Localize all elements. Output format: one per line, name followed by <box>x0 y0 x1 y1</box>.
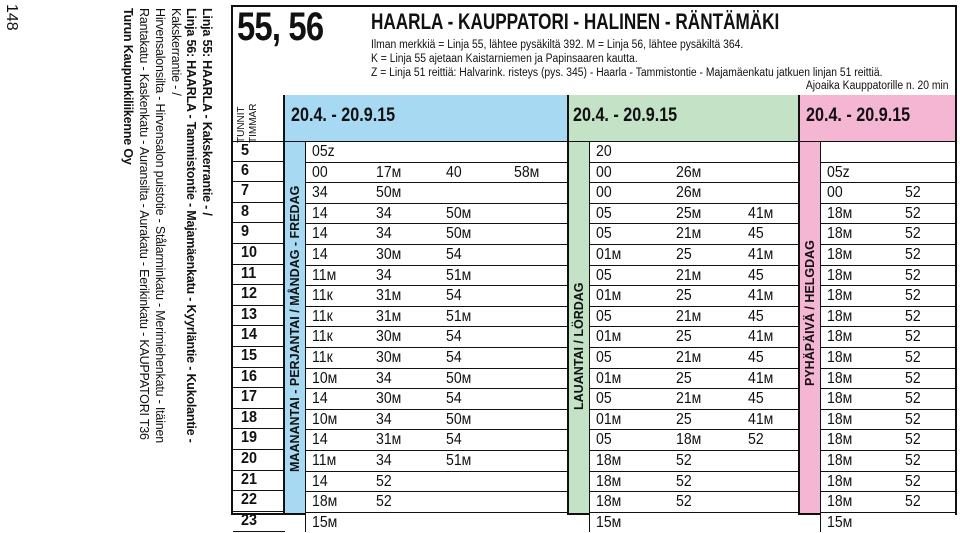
hour-label: 22 <box>241 491 258 509</box>
departure-time: 52 <box>905 390 921 408</box>
departure-time: 25 <box>676 369 692 387</box>
schedule-panel <box>798 95 955 531</box>
departure-time: 14 <box>312 225 328 243</box>
departure-time: 54 <box>446 431 462 449</box>
departure-row <box>590 369 798 390</box>
departure-time: 52 <box>905 246 921 263</box>
departure-row <box>590 266 798 287</box>
departure-row <box>306 472 567 493</box>
hour-header-sv: TIMMAR <box>248 103 259 143</box>
departure-time: 31м <box>376 287 402 305</box>
departure-time: 18м <box>827 369 853 387</box>
departure-time: 05 <box>596 307 612 325</box>
departure-row <box>821 513 955 533</box>
departure-row <box>590 451 798 472</box>
hour-header-fi: TUNNIT <box>236 106 247 143</box>
hour-label: 10 <box>241 244 258 261</box>
departure-row <box>821 286 955 307</box>
departure-time: 05 <box>596 431 612 449</box>
departure-time: 52 <box>376 472 392 490</box>
route-title: HAARLA - KAUPPATORI - HALINEN - RÄNTÄMÄKI <box>371 9 780 34</box>
departure-row <box>306 266 567 287</box>
departure-time: 21м <box>676 225 702 243</box>
departure-time: 54 <box>446 349 462 366</box>
departure-time: 34 <box>376 204 392 222</box>
departure-time: 26м <box>676 184 702 202</box>
travel-time: Ajoaika Kauppatorille n. 20 min <box>806 80 949 92</box>
departure-time: 18м <box>827 225 853 243</box>
departure-row <box>590 245 798 266</box>
departure-time: 51м <box>446 266 472 284</box>
departure-time: 52 <box>905 493 921 511</box>
departure-time: 11к <box>312 287 333 305</box>
departure-time: 18м <box>827 431 853 449</box>
departure-time: 30м <box>376 246 402 263</box>
departure-row <box>306 224 567 245</box>
departure-time: 10м <box>312 369 338 387</box>
departure-time: 18м <box>827 307 853 325</box>
hour-label: 19 <box>241 429 258 447</box>
hour-label: 14 <box>241 326 258 344</box>
departure-time: 15м <box>312 513 338 531</box>
departure-row <box>306 513 567 533</box>
departure-time: 25 <box>676 246 692 263</box>
departure-time: 18м <box>312 493 338 511</box>
hour-label: 13 <box>241 305 258 323</box>
hour-row <box>233 162 285 183</box>
departure-time: 25 <box>676 328 692 346</box>
departure-time: 41м <box>748 204 774 222</box>
hour-row <box>233 244 285 265</box>
departure-time: 41м <box>748 246 774 263</box>
route-description-line: Kakskerrantie - / <box>169 8 183 96</box>
hour-row <box>233 388 285 409</box>
departure-time: 50м <box>376 184 402 202</box>
departure-time: 52 <box>905 266 921 284</box>
departure-row <box>590 327 798 348</box>
hour-label: 23 <box>241 511 258 529</box>
departure-row <box>821 224 955 245</box>
departure-time: 41м <box>748 287 774 305</box>
departure-time: 15м <box>827 513 853 531</box>
departure-row <box>306 245 567 266</box>
departure-row <box>821 327 955 348</box>
departure-time: 30м <box>376 390 402 408</box>
departure-time: 45 <box>748 225 764 243</box>
departure-row <box>306 369 567 390</box>
route-description-line: Hirvensalonsilta - Hirvensalon puistotie - Stålarminkatu - Merimiehenkatu - Itäinen <box>153 8 167 443</box>
departure-time: 52 <box>905 369 921 387</box>
departure-time: 34 <box>376 452 392 469</box>
departure-time: 45 <box>748 266 764 284</box>
departure-time: 25 <box>676 410 692 428</box>
hour-row <box>233 182 285 203</box>
departure-time: 52 <box>676 472 692 490</box>
departure-time: 18м <box>676 431 702 449</box>
note-line: Z = Linja 51 reittiä: Halvarink. risteys (pys. 345) - Haarla - Tammistontie - Majamäenkatu jatkuen linjan 51 reittiä. <box>371 67 883 79</box>
departure-time: 54 <box>446 390 462 408</box>
timetable-body <box>233 95 955 531</box>
note-line: K = Linja 55 ajetaan Kaistarniemen ja Papinsaaren kautta. <box>371 53 638 65</box>
hour-row <box>233 203 285 224</box>
departure-time: 18м <box>827 204 853 222</box>
departure-time: 21м <box>676 266 702 284</box>
departure-row <box>306 389 567 410</box>
departure-row <box>821 204 955 225</box>
departure-row <box>590 224 798 245</box>
departure-time: 01м <box>596 328 622 346</box>
hour-label: 17 <box>241 388 258 406</box>
departure-time: 18м <box>827 493 853 511</box>
departure-row <box>306 307 567 328</box>
hour-label: 9 <box>241 223 250 241</box>
departure-time: 52 <box>905 287 921 305</box>
departure-row <box>590 183 798 204</box>
route-description <box>0 8 214 508</box>
validity-dates: 20.4. - 20.9.15 <box>291 105 396 126</box>
departure-row <box>306 163 567 184</box>
hour-label: 5 <box>241 142 250 159</box>
departure-time: 30м <box>376 328 402 346</box>
departure-row <box>590 472 798 493</box>
departure-time: 05 <box>596 390 612 408</box>
departure-row <box>306 327 567 348</box>
route-description-line: Linja 56: HAARLA - Tammistontie - Majamäenkatu - Kyyrläntie - Kukolantie - <box>184 8 198 443</box>
departure-row <box>821 266 955 287</box>
departure-time: 18м <box>827 472 853 490</box>
departure-time: 30м <box>376 349 402 366</box>
route-number: 55, 56 <box>237 5 324 49</box>
hour-label: 8 <box>241 202 250 220</box>
departure-time: 58м <box>514 163 540 181</box>
departure-time: 52 <box>905 452 921 469</box>
hour-row <box>233 471 285 492</box>
departure-time: 52 <box>905 472 921 490</box>
departure-time: 50м <box>446 369 472 387</box>
departure-time: 41м <box>748 410 774 428</box>
schedule-panel <box>285 95 567 531</box>
departure-time: 45 <box>748 307 764 325</box>
departure-time: 34 <box>312 184 328 202</box>
departure-row <box>821 369 955 390</box>
departure-time: 52 <box>905 410 921 428</box>
departure-time: 20 <box>596 143 612 160</box>
hour-row <box>233 347 285 368</box>
departure-time: 01м <box>596 410 622 428</box>
hour-row <box>233 265 285 286</box>
departure-time: 54 <box>446 287 462 305</box>
departure-time: 05z <box>827 163 850 181</box>
departure-row <box>821 389 955 410</box>
hour-label: 11 <box>241 264 257 282</box>
departure-time: 52 <box>905 307 921 325</box>
hour-header <box>235 99 265 143</box>
hour-row <box>233 306 285 327</box>
departure-time: 52 <box>905 349 921 366</box>
departure-time: 18м <box>596 452 622 469</box>
validity-dates: 20.4. - 20.9.15 <box>573 105 678 126</box>
departure-row <box>821 183 955 204</box>
departure-time: 52 <box>905 328 921 346</box>
departure-time: 14 <box>312 246 328 263</box>
departure-time: 00 <box>827 184 843 202</box>
departure-row <box>590 492 798 513</box>
departure-time: 14 <box>312 204 328 222</box>
departure-time: 01м <box>596 246 622 263</box>
departure-row <box>590 389 798 410</box>
hour-row <box>233 429 285 450</box>
departure-time: 15м <box>596 513 622 531</box>
hour-row <box>233 285 285 306</box>
departure-row <box>590 142 798 163</box>
departure-time: 18м <box>827 452 853 469</box>
departure-row <box>821 451 955 472</box>
departure-time: 05z <box>312 143 335 160</box>
departure-time: 01м <box>596 287 622 305</box>
departure-time: 52 <box>905 225 921 243</box>
departure-time: 18м <box>827 266 853 284</box>
hour-column <box>233 95 285 529</box>
validity-dates: 20.4. - 20.9.15 <box>806 105 911 126</box>
departure-time: 52 <box>905 184 921 202</box>
departure-time: 18м <box>827 246 853 263</box>
departure-row <box>306 451 567 472</box>
departure-row <box>306 430 567 451</box>
hour-row <box>233 491 285 512</box>
departure-row <box>821 163 955 184</box>
departure-time: 05 <box>596 266 612 284</box>
departure-time: 10м <box>312 410 338 428</box>
departure-time: 18м <box>827 390 853 408</box>
departure-time: 52 <box>748 431 764 449</box>
departure-time: 50м <box>446 225 472 243</box>
hour-label: 7 <box>241 182 250 200</box>
departure-time: 05 <box>596 349 612 366</box>
departure-row <box>821 492 955 513</box>
departure-time: 00 <box>312 163 328 181</box>
departure-time: 34 <box>376 225 392 243</box>
departure-row <box>590 348 798 369</box>
departure-row <box>590 286 798 307</box>
departure-time: 25м <box>676 204 702 222</box>
departure-row <box>306 348 567 369</box>
hour-row <box>233 141 285 162</box>
departure-time: 18м <box>827 349 853 366</box>
departure-time: 11к <box>312 307 333 325</box>
departure-row <box>590 430 798 451</box>
hour-label: 20 <box>241 450 258 467</box>
departure-time: 26м <box>676 163 702 181</box>
departure-row <box>821 307 955 328</box>
departure-row <box>590 307 798 328</box>
day-type-label: MAANANTAI - PERJANTAI / MÅNDAG - FREDAG <box>288 185 302 472</box>
departure-time: 11м <box>312 452 337 469</box>
hour-label: 18 <box>241 408 258 426</box>
departure-row <box>821 245 955 266</box>
departure-row <box>306 286 567 307</box>
day-type-label: PYHÄPÄIVÄ / HELGDAG <box>803 240 817 386</box>
departure-row <box>590 204 798 225</box>
departure-time: 21м <box>676 349 702 366</box>
route-description-line: Linja 55: HAARLA - Kakskerrantie - / <box>200 8 214 216</box>
departure-time: 51м <box>446 452 472 469</box>
departure-time: 11к <box>312 349 333 366</box>
hour-row <box>233 326 285 347</box>
route-description-line: Turun Kaupunkiliikenne Oy <box>121 8 135 165</box>
departure-time: 34 <box>376 369 392 387</box>
departure-time: 00 <box>596 184 612 202</box>
departure-row <box>306 492 567 513</box>
departure-time: 18м <box>596 472 622 490</box>
departure-time: 00 <box>596 163 612 181</box>
timetable-header <box>233 7 955 95</box>
hour-row <box>233 368 285 389</box>
departure-row <box>821 348 955 369</box>
departure-row <box>821 472 955 493</box>
hour-row <box>233 512 285 533</box>
departure-time: 05 <box>596 225 612 243</box>
hour-label: 16 <box>241 367 258 385</box>
departure-row <box>821 430 955 451</box>
departure-time: 52 <box>376 493 392 511</box>
timetable <box>231 5 957 531</box>
departure-time: 18м <box>827 410 853 428</box>
page-number: 148 <box>3 4 20 31</box>
departure-time: 45 <box>748 349 764 366</box>
departure-time: 05 <box>596 204 612 222</box>
departure-time: 14 <box>312 472 328 490</box>
departure-time: 41м <box>748 369 774 387</box>
schedule-panel <box>567 95 798 531</box>
departure-row <box>590 410 798 431</box>
departure-time: 52 <box>676 493 692 511</box>
departure-time: 25 <box>676 287 692 305</box>
hour-label: 12 <box>241 285 258 303</box>
departure-time: 01м <box>596 369 622 387</box>
note-line: Ilman merkkiä = Linja 55, lähtee pysäkiltä 392. M = Linja 56, lähtee pysäkiltä 364. <box>371 39 744 51</box>
departure-time: 51м <box>446 307 472 325</box>
hour-row <box>233 223 285 244</box>
departure-time: 21м <box>676 390 702 408</box>
hour-row <box>233 409 285 430</box>
departure-time: 54 <box>446 246 462 263</box>
departure-time: 11м <box>312 266 337 284</box>
departure-time: 50м <box>446 410 472 428</box>
departure-time: 21м <box>676 307 702 325</box>
departure-time: 50м <box>446 204 472 222</box>
departure-time: 17м <box>376 163 402 181</box>
departure-row <box>821 142 955 163</box>
departure-row <box>590 513 798 533</box>
departure-time: 34 <box>376 410 392 428</box>
departure-row <box>590 163 798 184</box>
hour-row <box>233 450 285 471</box>
departure-time: 18м <box>596 493 622 511</box>
departure-time: 18м <box>827 328 853 346</box>
hour-label: 15 <box>241 347 258 364</box>
departure-time: 31м <box>376 431 402 449</box>
departure-time: 34 <box>376 266 392 284</box>
departure-time: 18м <box>827 287 853 305</box>
departure-time: 54 <box>446 328 462 346</box>
hour-label: 21 <box>241 470 258 488</box>
day-type-label: LAUANTAI / LÖRDAG <box>572 282 586 410</box>
departure-time: 52 <box>905 431 921 449</box>
departure-time: 41м <box>748 328 774 346</box>
departure-time: 52 <box>676 452 692 469</box>
route-description-line: Rantakatu - Kaskenkatu - Auransilta - Aurakatu - Eerikinkatu - KAUPPATORI T36 <box>137 8 151 440</box>
departure-row <box>306 410 567 431</box>
departure-row <box>306 183 567 204</box>
departure-time: 14 <box>312 431 328 449</box>
departure-row <box>306 204 567 225</box>
departure-time: 40 <box>446 163 462 181</box>
departure-row <box>821 410 955 431</box>
departure-time: 14 <box>312 390 328 408</box>
departure-time: 31м <box>376 307 402 325</box>
departure-time: 52 <box>905 204 921 222</box>
departure-time: 11к <box>312 328 333 346</box>
hour-label: 6 <box>241 161 250 179</box>
departure-time: 45 <box>748 390 764 408</box>
departure-row <box>306 142 567 163</box>
